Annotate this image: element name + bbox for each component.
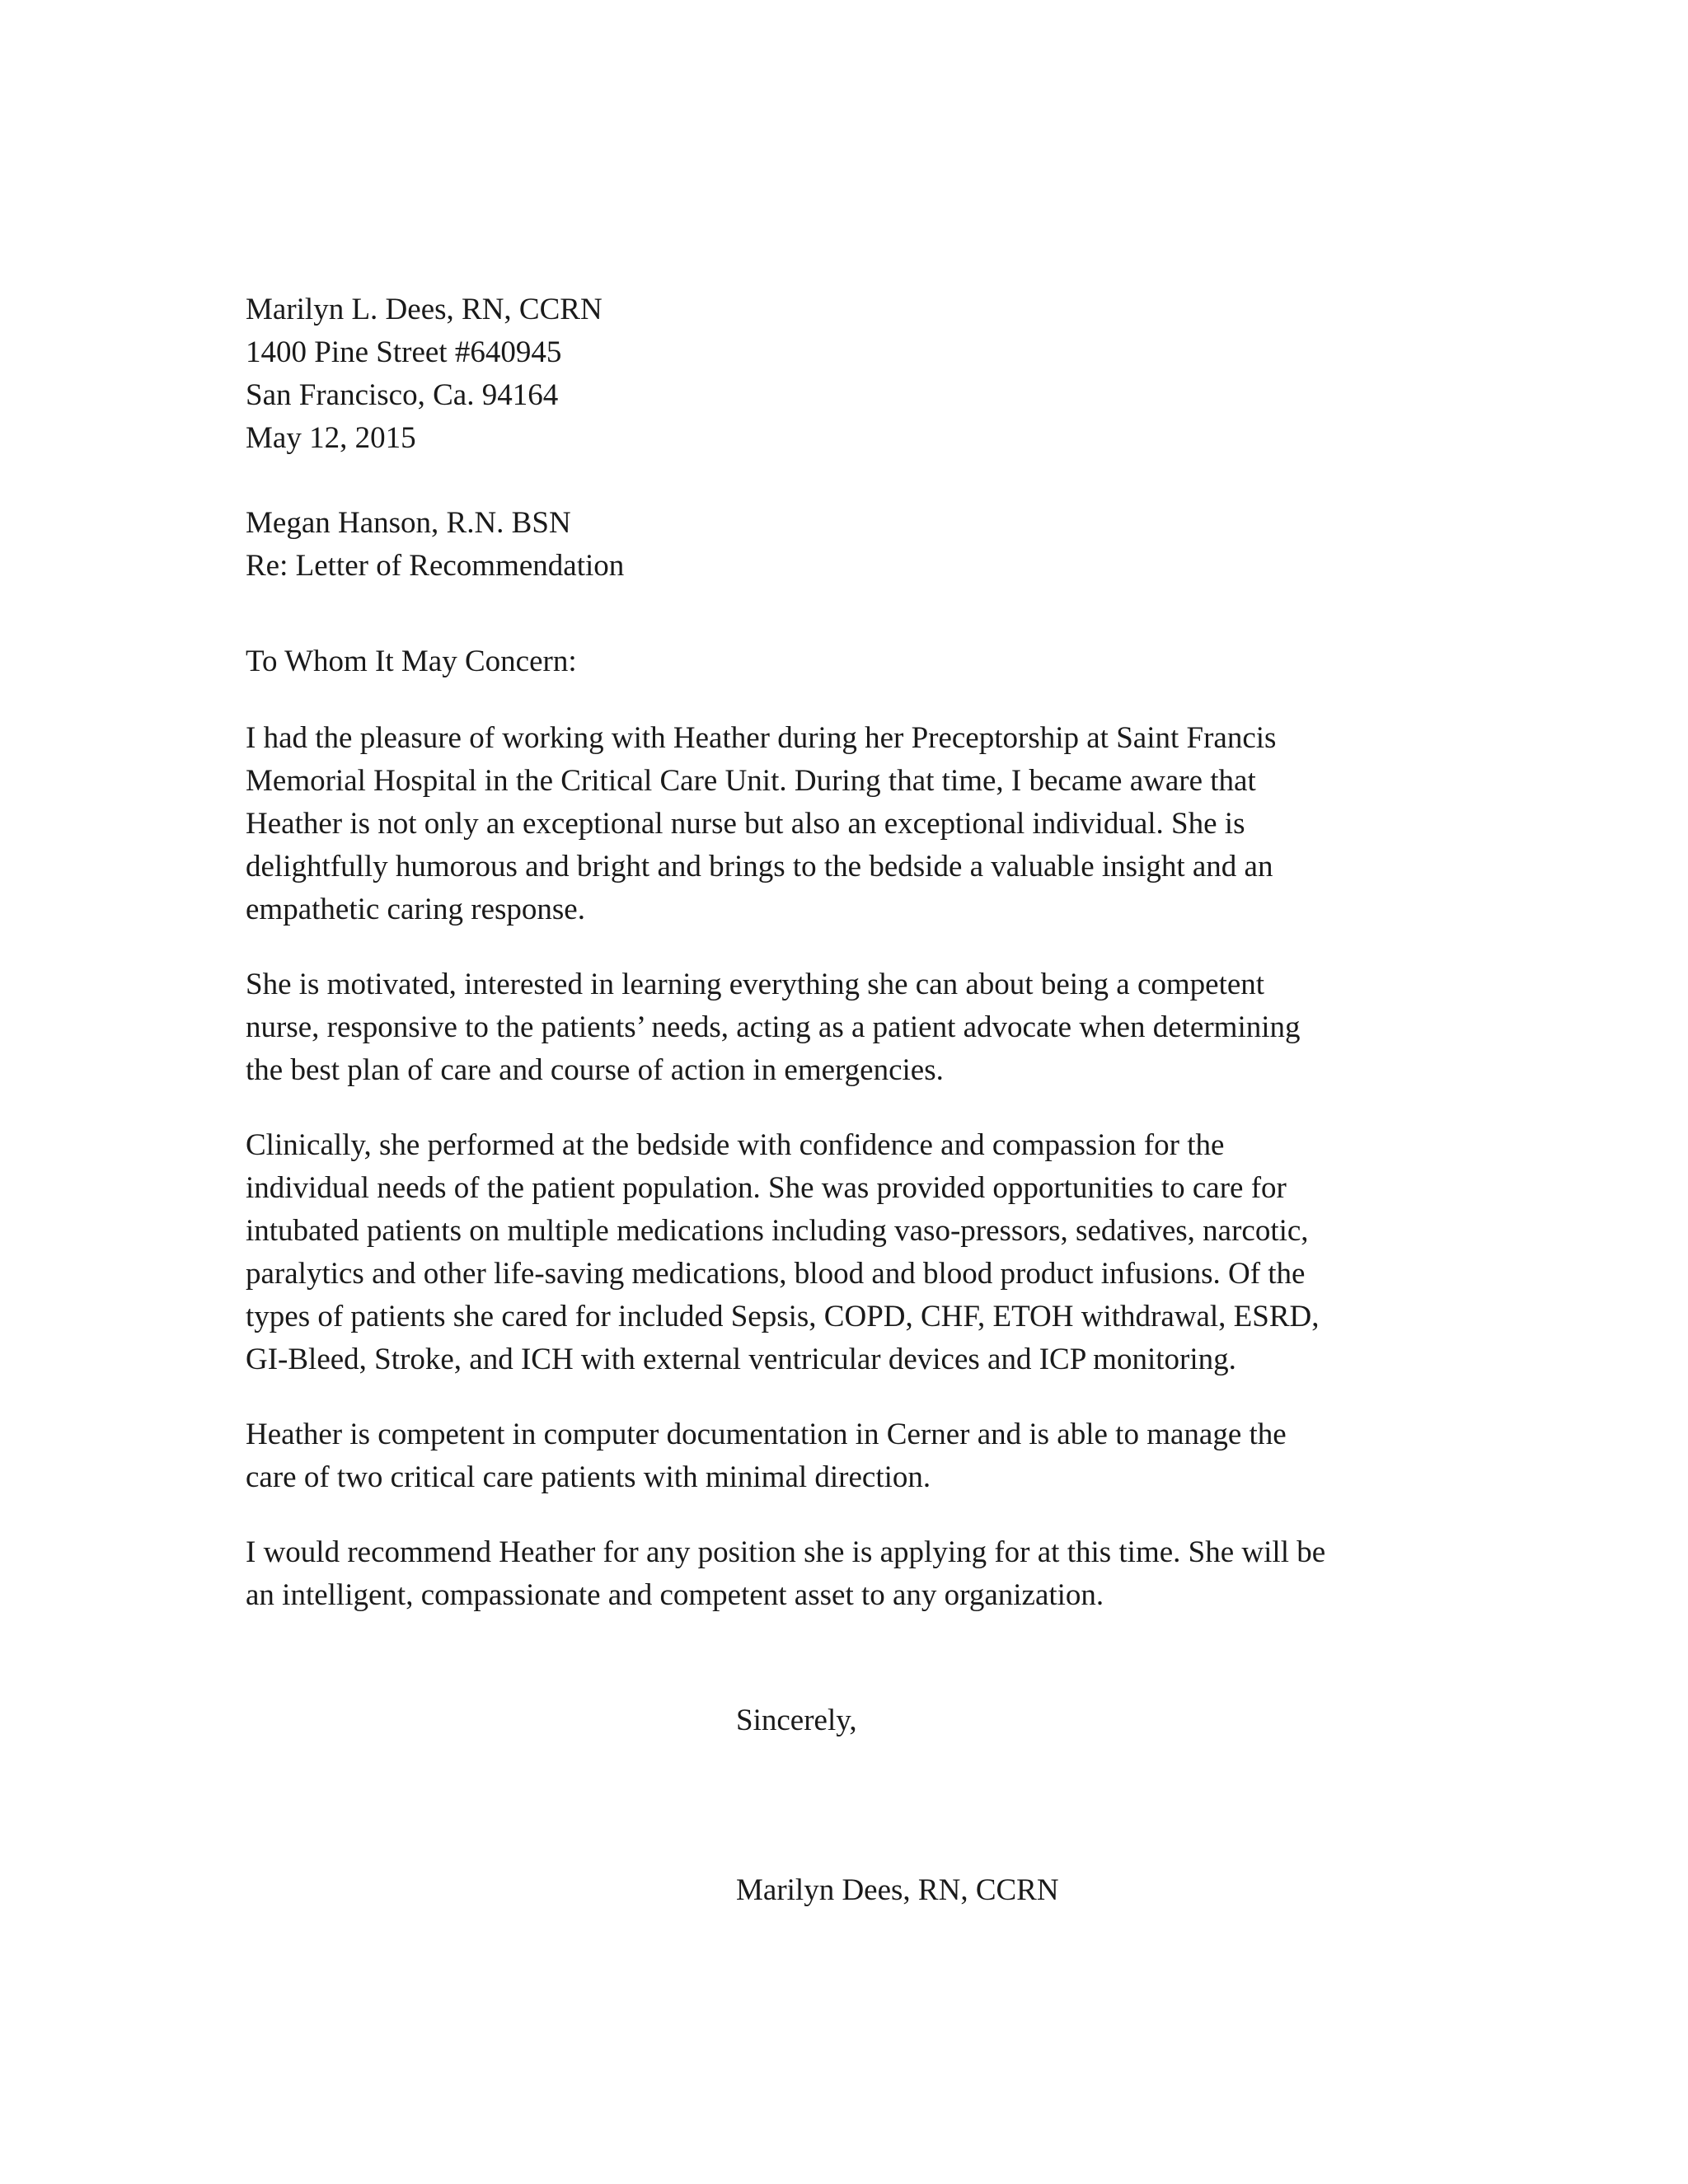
paragraph-line: intubated patients on multiple medications including vaso-pressors, sedatives, narcotic, (246, 1214, 1309, 1248)
body-paragraph (246, 963, 1441, 1092)
recipient-name: Megan Hanson, R.N. BSN (246, 506, 571, 540)
salutation: To Whom It May Concern: (246, 644, 577, 678)
paragraph-line: care of two critical care patients with minimal direction. (246, 1460, 931, 1494)
paragraph-line: Heather is competent in computer documentation in Cerner and is able to manage the (246, 1418, 1287, 1451)
paragraph-line: GI-Bleed, Stroke, and ICH with external ventricular devices and ICP monitoring. (246, 1343, 1236, 1376)
paragraph-line: Heather is not only an exceptional nurse but also an exceptional individual. She is (246, 807, 1245, 841)
paragraph-line: an intelligent, compassionate and competent asset to any organization. (246, 1578, 1104, 1612)
sender-name: Marilyn L. Dees, RN, CCRN (246, 293, 603, 326)
paragraph-line: paralytics and other life-saving medications, blood and blood product infusions. Of the (246, 1257, 1306, 1291)
body-paragraph (246, 1531, 1441, 1617)
paragraph-line: the best plan of care and course of action in emergencies. (246, 1053, 944, 1087)
paragraph-line: empathetic caring response. (246, 893, 585, 926)
paragraph-line: nurse, responsive to the patients’ needs, acting as a patient advocate when determining (246, 1010, 1301, 1044)
body-paragraph (246, 1413, 1441, 1499)
subject-line: Re: Letter of Recommendation (246, 549, 625, 583)
paragraph-line: delightfully humorous and bright and brings to the bedside a valuable insight and an (246, 850, 1273, 883)
body-paragraph (246, 1124, 1441, 1381)
letter (246, 288, 1441, 1617)
body-paragraph (246, 717, 1441, 931)
recipient-block (246, 502, 1441, 588)
paragraph-line: I would recommend Heather for any position she is applying for at this time. She will be (246, 1535, 1326, 1569)
sender-street: 1400 Pine Street #640945 (246, 335, 562, 369)
paragraph-line: types of patients she cared for included Sepsis, COPD, CHF, ETOH withdrawal, ESRD, (246, 1300, 1320, 1333)
letter-date: May 12, 2015 (246, 421, 416, 455)
paragraph-line: I had the pleasure of working with Heather during her Preceptorship at Saint Francis (246, 721, 1277, 755)
paragraph-line: individual needs of the patient population. She was provided opportunities to care for (246, 1171, 1287, 1205)
paragraph-line: She is motivated, interested in learning everything she can about being a competent (246, 968, 1265, 1001)
sender-city: San Francisco, Ca. 94164 (246, 378, 559, 412)
signature-name: Marilyn Dees, RN, CCRN (736, 1873, 1059, 1907)
sender-block (246, 288, 1441, 460)
closing: Sincerely, (736, 1704, 857, 1737)
paragraph-line: Clinically, she performed at the bedside with confidence and compassion for the (246, 1128, 1225, 1162)
paragraph-line: Memorial Hospital in the Critical Care Unit. During that time, I became aware that (246, 764, 1256, 798)
